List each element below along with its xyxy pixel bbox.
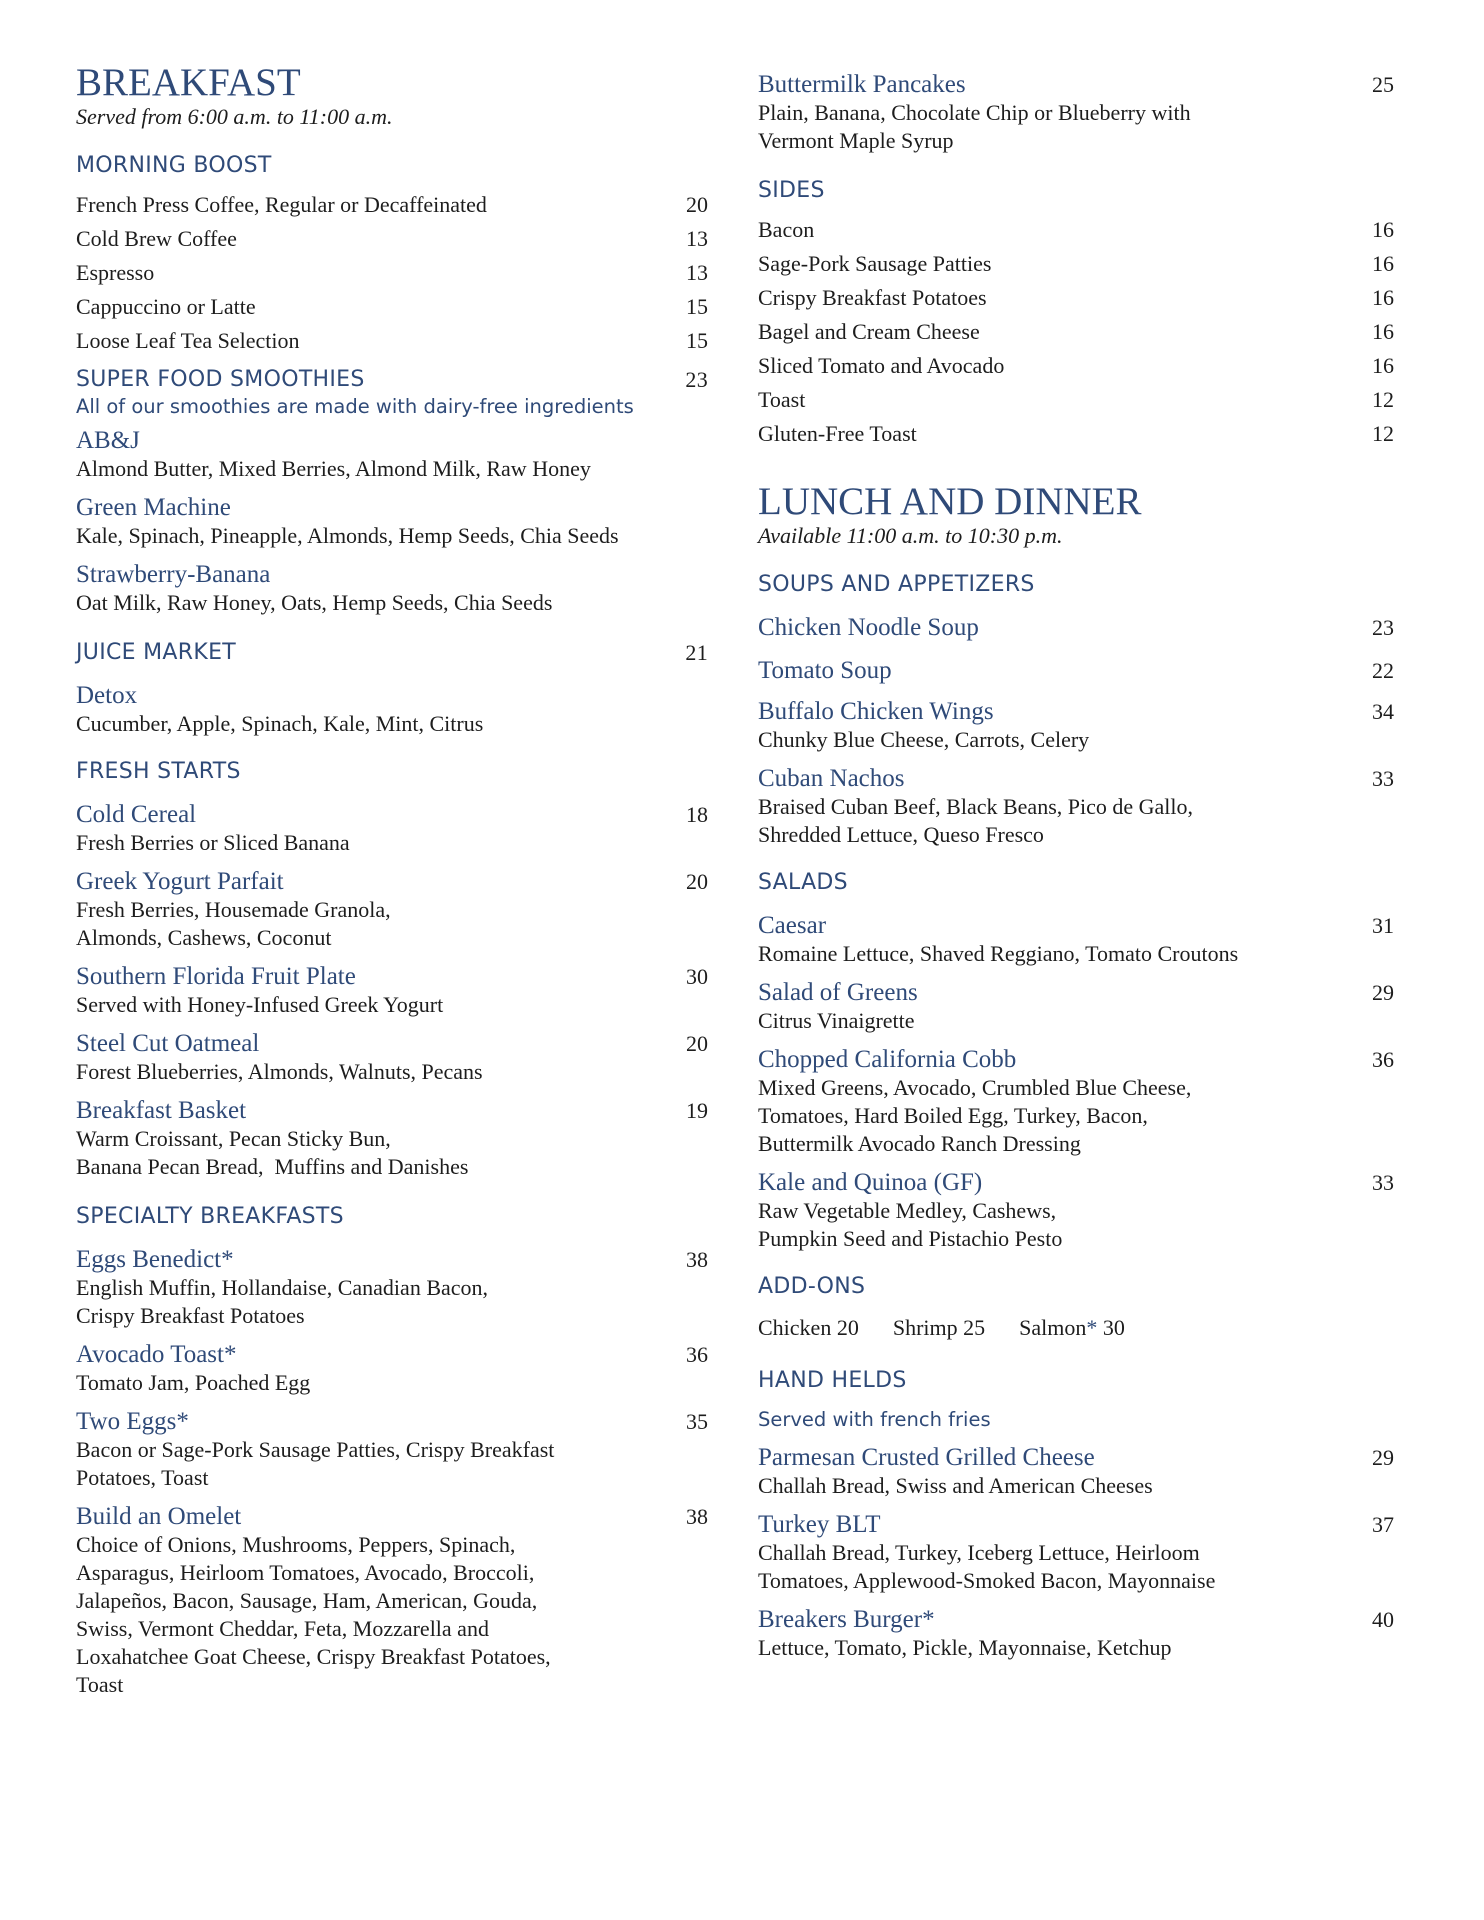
add-on-chicken: Chicken 20 <box>758 1315 859 1340</box>
menu-item: Chopped California Cobb 36 Mixed Greens, Avocado, Crumbled Blue Cheese, Tomatoes, Hard Boiled Egg, Turkey, Bacon, Buttermilk Avocado Ranch Dressing <box>758 1046 1394 1156</box>
breakfast-column <box>76 62 708 1709</box>
menu-item: AB&J Almond Butter, Mixed Berries, Almond Milk, Raw Honey <box>76 427 591 481</box>
section-fresh-starts: FRESH STARTS <box>76 759 241 784</box>
menu-item: Avocado Toast* 36 Tomato Jam, Poached Egg <box>76 1341 708 1395</box>
smoothies-note: All of our smoothies are made with dairy-free ingredients <box>76 395 634 418</box>
lunch-hours: Available 11:00 a.m. to 10:30 p.m. <box>758 523 1063 548</box>
menu-item: Detox Cucumber, Apple, Spinach, Kale, Mint, Citrus <box>76 682 484 736</box>
menu-item: Steel Cut Oatmeal 20 Forest Blueberries, Almonds, Walnuts, Pecans <box>76 1030 708 1084</box>
menu-item: Caesar 31 Romaine Lettuce, Shaved Reggiano, Tomato Croutons <box>758 912 1394 966</box>
menu-item: Cold Cereal 18 Fresh Berries or Sliced Banana <box>76 801 708 855</box>
menu-item: Cold Brew Coffee 13 <box>76 226 708 251</box>
menu-item: Southern Florida Fruit Plate 30 Served with Honey-Infused Greek Yogurt <box>76 963 708 1017</box>
lunch-title: LUNCH AND DINNER <box>758 480 1142 523</box>
section-hand-helds: HAND HELDS <box>758 1368 907 1393</box>
section-sides: SIDES <box>758 178 825 203</box>
menu-item: Crispy Breakfast Potatoes 16 <box>758 285 1394 310</box>
add-on-salmon: Salmon* 30 <box>1019 1315 1125 1340</box>
right-column <box>758 70 1394 1672</box>
menu-item: Sliced Tomato and Avocado 16 <box>758 353 1394 378</box>
hand-helds-note: Served with french fries <box>758 1408 991 1431</box>
add-on-shrimp: Shrimp 25 <box>892 1315 986 1340</box>
section-salads: SALADS <box>758 870 848 895</box>
menu-item: Bagel and Cream Cheese 16 <box>758 319 1394 344</box>
menu-item: Kale and Quinoa (GF) 33 Raw Vegetable Medley, Cashews, Pumpkin Seed and Pistachio Pesto <box>758 1169 1394 1251</box>
menu-item: Tomato Soup 22 <box>758 657 1394 684</box>
menu-item: Espresso 13 <box>76 260 708 285</box>
menu-item: Greek Yogurt Parfait 20 Fresh Berries, Housemade Granola, Almonds, Cashews, Coconut <box>76 868 708 950</box>
add-ons-row <box>758 1313 1394 1343</box>
menu-item: Eggs Benedict* 38 English Muffin, Hollandaise, Canadian Bacon, Crispy Breakfast Potatoes <box>76 1246 708 1328</box>
section-specialty-breakfasts: SPECIALTY BREAKFASTS <box>76 1204 344 1229</box>
menu-item: Toast 12 <box>758 387 1394 412</box>
menu-item: Green Machine Kale, Spinach, Pineapple, Almonds, Hemp Seeds, Chia Seeds <box>76 494 619 548</box>
menu-item: Strawberry-Banana Oat Milk, Raw Honey, Oats, Hemp Seeds, Chia Seeds <box>76 561 553 615</box>
menu-item: Parmesan Crusted Grilled Cheese 29 Challah Bread, Swiss and American Cheeses <box>758 1444 1394 1498</box>
section-add-ons: ADD-ONS <box>758 1274 866 1299</box>
section-smoothies: SUPER FOOD SMOOTHIES 23 <box>76 367 708 392</box>
menu-item: Sage-Pork Sausage Patties 16 <box>758 251 1394 276</box>
menu-item: Gluten-Free Toast 12 <box>758 421 1394 446</box>
menu-item: Build an Omelet 38 Choice of Onions, Mushrooms, Peppers, Spinach, Asparagus, Heirloom Tomatoes, Avocado, Broccoli, Jalapeños, Bacon, Sausage, Ham, American, Gouda, Swiss, Vermont Cheddar, Feta, Mozzarella and Loxahatchee Goat Cheese, Crispy Breakfast Potatoes, Toast <box>76 1503 708 1697</box>
section-morning-boost: MORNING BOOST <box>76 153 272 178</box>
menu-item: Buffalo Chicken Wings 34 Chunky Blue Cheese, Carrots, Celery <box>758 698 1394 752</box>
section-soups: SOUPS AND APPETIZERS <box>758 572 1035 597</box>
breakfast-title: BREAKFAST <box>76 61 301 104</box>
section-price: 21 <box>685 640 708 665</box>
menu-item: French Press Coffee, Regular or Decaffeinated 20 <box>76 192 708 217</box>
menu-item: Cappuccino or Latte 15 <box>76 294 708 319</box>
menu-item: Cuban Nachos 33 Braised Cuban Beef, Black Beans, Pico de Gallo, Shredded Lettuce, Queso Fresco <box>758 765 1394 847</box>
breakfast-hours: Served from 6:00 a.m. to 11:00 a.m. <box>76 104 393 129</box>
menu-item: Two Eggs* 35 Bacon or Sage-Pork Sausage Patties, Crispy Breakfast Potatoes, Toast <box>76 1408 708 1490</box>
menu-item: Bacon 16 <box>758 217 1394 242</box>
menu-item: Loose Leaf Tea Selection 15 <box>76 328 708 353</box>
menu-item: Chicken Noodle Soup 23 <box>758 614 1394 641</box>
menu-item: Breakfast Basket 19 Warm Croissant, Pecan Sticky Bun, Banana Pecan Bread, Muffins and Danishes <box>76 1097 708 1179</box>
section-juice-market: JUICE MARKET 21 <box>76 640 708 665</box>
menu-item: Breakers Burger* 40 Lettuce, Tomato, Pickle, Mayonnaise, Ketchup <box>758 1606 1394 1660</box>
menu-item: Salad of Greens 29 Citrus Vinaigrette <box>758 979 1394 1033</box>
menu-item: Buttermilk Pancakes 25 Plain, Banana, Chocolate Chip or Blueberry with Vermont Maple Syrup <box>758 71 1394 153</box>
menu-item: Turkey BLT 37 Challah Bread, Turkey, Iceberg Lettuce, Heirloom Tomatoes, Applewood-Smoked Bacon, Mayonnaise <box>758 1511 1394 1593</box>
section-price: 23 <box>685 367 708 392</box>
